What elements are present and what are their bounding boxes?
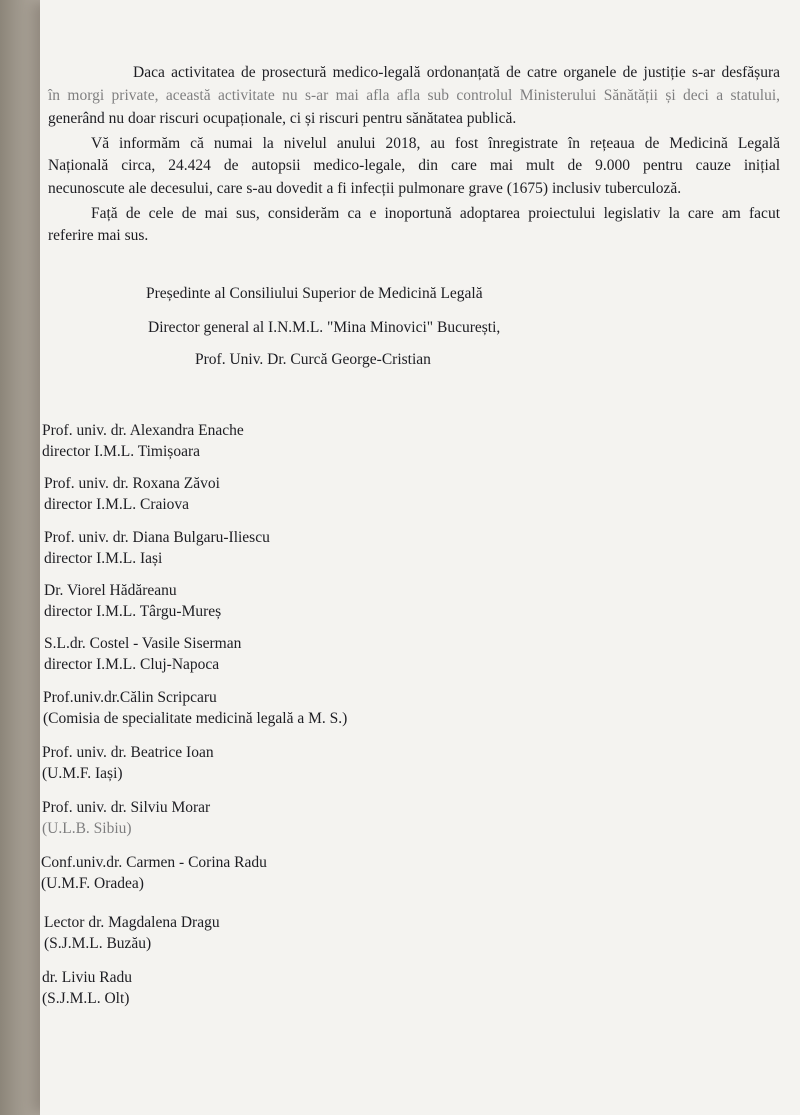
member-role: director I.M.L. Craiova: [44, 496, 190, 513]
member-entry: [42, 742, 214, 784]
member-role: director I.M.L. Timișoara: [42, 443, 200, 460]
member-role: director I.M.L. Iași: [44, 550, 163, 567]
member-name: Conf.univ.dr. Carmen - Corina Radu: [41, 854, 267, 871]
member-entry: [42, 967, 132, 1009]
member-role: (U.M.F. Oradea): [41, 875, 144, 892]
member-role: (S.J.M.L. Olt): [42, 990, 130, 1007]
member-role: (U.M.F. Iași): [42, 765, 123, 782]
member-entry: [44, 527, 270, 569]
paragraph-2-line-2: Națională circa, 24.424 de autopsii medico-legale, din care mai mult de 9.000 pentru cauze inițial: [48, 157, 780, 174]
paragraph-2-line-3: necunoscute ale decesului, care s-au dovedit a fi infecții pulmonare grave (1675) inclusiv tuberculoză.: [48, 180, 682, 197]
member-entry: [41, 852, 267, 894]
member-name: Prof. univ. dr. Diana Bulgaru-Iliescu: [44, 529, 270, 546]
member-name: Prof.univ.dr.Călin Scripcaru: [43, 689, 217, 706]
signature-name: Prof. Univ. Dr. Curcă George-Cristian: [195, 351, 431, 368]
member-name: Dr. Viorel Hădăreanu: [44, 582, 177, 599]
member-name: dr. Liviu Radu: [42, 969, 132, 986]
member-role: (S.J.M.L. Buzău): [44, 935, 152, 952]
member-entry: [44, 912, 220, 954]
member-name: Prof. univ. dr. Roxana Zăvoi: [44, 475, 220, 492]
member-name: S.L.dr. Costel - Vasile Siserman: [44, 635, 242, 652]
member-entry: [44, 580, 221, 622]
member-entry: [44, 473, 220, 515]
paragraph-1-line-3: generând nu doar riscuri ocupaționale, ci și riscuri pentru sănătatea publică.: [48, 110, 517, 127]
member-name: Prof. univ. dr. Beatrice Ioan: [42, 744, 214, 761]
paragraph-1-line-2: în morgi private, această activitate nu s-ar mai afla afla sub controlul Ministerului Sănătății și deci a statului,: [48, 87, 780, 104]
member-name: Prof. univ. dr. Alexandra Enache: [42, 422, 244, 439]
paragraph-2-line-1: Vă informăm că numai la nivelul anului 2018, au fost înregistrate în rețeaua de Medicină Legală: [91, 135, 780, 152]
member-role: director I.M.L. Târgu-Mureș: [44, 603, 222, 620]
signature-director-line: Director general al I.N.M.L. "Mina Minovici" București,: [148, 319, 501, 336]
member-entry: [42, 420, 244, 462]
member-role: (Comisia de specialitate medicină legală a M. S.): [43, 710, 348, 727]
paragraph-1-line-1: Daca activitatea de prosectură medico-legală ordonanțată de catre organele de justiție s-ar desfășura: [133, 64, 780, 81]
signature-title-line: Președinte al Consiliului Superior de Medicină Legală: [146, 285, 483, 302]
paragraph-3-line-2: referire mai sus.: [48, 227, 149, 244]
document-page: [40, 0, 800, 1115]
member-entry: [43, 687, 347, 729]
member-entry: [42, 797, 210, 839]
member-role: (U.L.B. Sibiu): [42, 820, 132, 837]
member-entry: [44, 633, 241, 675]
member-name: Prof. univ. dr. Silviu Morar: [42, 799, 211, 816]
paragraph-3-line-1: Față de cele de mai sus, considerăm ca e inoportună adoptarea proiectului legislativ la care am facut: [91, 205, 780, 222]
member-name: Lector dr. Magdalena Dragu: [44, 914, 220, 931]
member-role: director I.M.L. Cluj-Napoca: [44, 656, 220, 673]
